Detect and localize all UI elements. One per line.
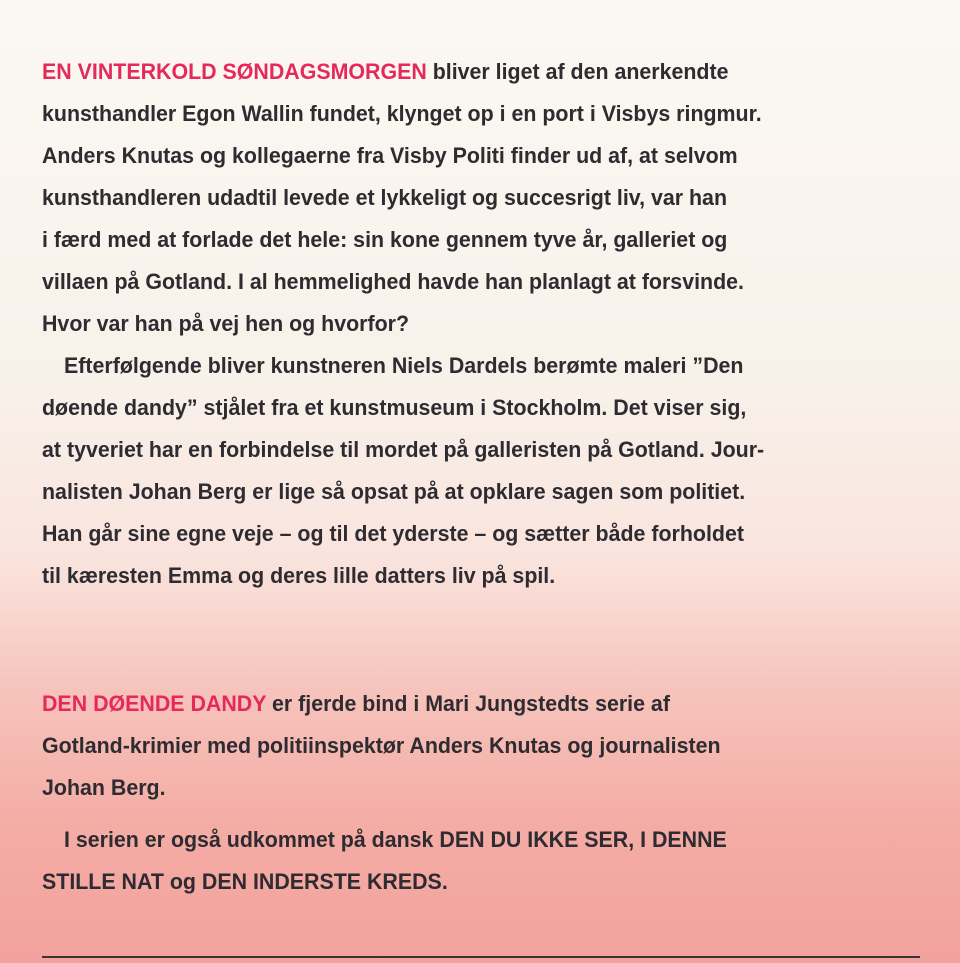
body-text: til kæresten Emma og deres lille datters liv på spil. bbox=[42, 563, 556, 588]
book-title: STILLE NAT bbox=[42, 869, 164, 894]
text-line bbox=[42, 690, 670, 718]
body-text: I serien er også udkommet på dansk bbox=[64, 827, 440, 852]
text-line bbox=[42, 58, 728, 86]
body-text: Hvor var han på vej hen og hvorfor? bbox=[42, 311, 410, 336]
text-line bbox=[42, 868, 448, 896]
highlight-heading: DEN DØENDE DANDY bbox=[42, 691, 267, 716]
text-line bbox=[42, 310, 409, 338]
text-line bbox=[64, 352, 743, 380]
text-line bbox=[64, 826, 727, 854]
bottom-divider bbox=[42, 956, 920, 958]
body-text: Gotland-krimier med politiinspektør Anders Knutas og journalisten bbox=[42, 733, 721, 758]
book-title: DEN INDERSTE KREDS. bbox=[201, 869, 448, 894]
body-text: kunsthandleren udadtil levede et lykkeligt og succesrigt liv, var han bbox=[42, 185, 728, 210]
body-text: kunsthandler Egon Wallin fundet, klynget op i en port i Visbys ringmur. bbox=[42, 101, 762, 126]
body-text: Han går sine egne veje – og til det yderste – og sætter både forholdet bbox=[42, 521, 744, 546]
text-line bbox=[42, 732, 721, 760]
body-text: at tyveriet har en forbindelse til mordet på galleristen på Gotland. Jour- bbox=[42, 437, 765, 462]
text-line bbox=[42, 436, 764, 464]
text-line bbox=[42, 394, 746, 422]
body-text: Efterfølgende bliver kunstneren Niels Dardels berømte maleri ”Den bbox=[64, 353, 744, 378]
text-line bbox=[42, 142, 738, 170]
body-text: bliver liget af den anerkendte bbox=[426, 59, 729, 84]
text-line bbox=[42, 520, 744, 548]
highlight-heading: EN VINTERKOLD SØNDAGSMORGEN bbox=[42, 59, 427, 84]
text-line bbox=[42, 562, 555, 590]
text-line bbox=[42, 100, 762, 128]
body-text: Anders Knutas og kollegaerne fra Visby Politi finder ud af, at selvom bbox=[42, 143, 738, 168]
body-text: nalisten Johan Berg er lige så opsat på at opklare sagen som politiet. bbox=[42, 479, 746, 504]
text-line bbox=[42, 774, 166, 802]
text-line bbox=[42, 478, 745, 506]
body-text: Johan Berg. bbox=[42, 775, 166, 800]
body-text: i færd med at forlade det hele: sin kone gennem tyve år, galleriet og bbox=[42, 227, 728, 252]
body-text: og bbox=[163, 869, 202, 894]
body-text: døende dandy” stjålet fra et kunstmuseum i Stockholm. Det viser sig, bbox=[42, 395, 747, 420]
text-line bbox=[42, 268, 744, 296]
body-text: villaen på Gotland. I al hemmelighed havde han planlagt at forsvinde. bbox=[42, 269, 744, 294]
text-line bbox=[42, 226, 727, 254]
book-title: DEN DU IKKE SER, I DENNE bbox=[439, 827, 727, 852]
text-line bbox=[42, 184, 727, 212]
body-text: er fjerde bind i Mari Jungstedts serie af bbox=[266, 691, 670, 716]
